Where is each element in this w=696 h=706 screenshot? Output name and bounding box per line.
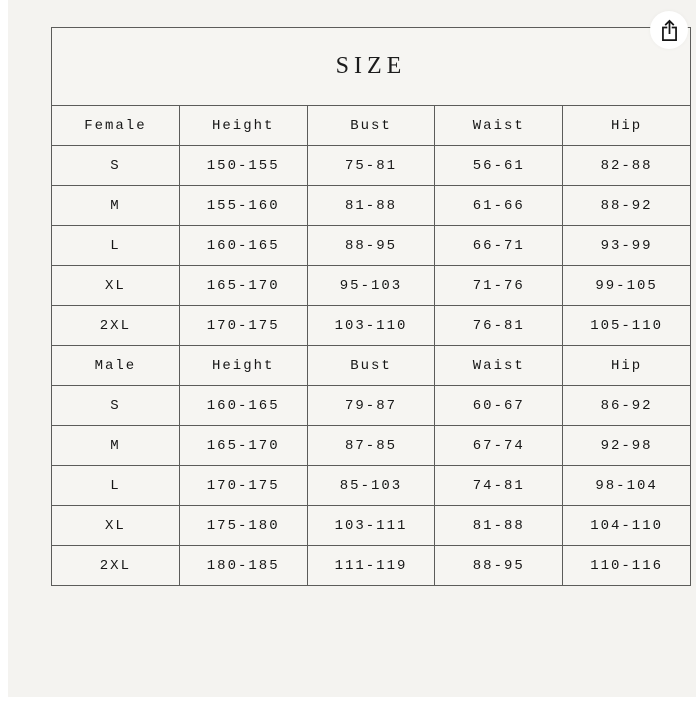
size-chart-table bbox=[51, 27, 691, 586]
size-label: XL bbox=[52, 266, 180, 306]
table-title-row bbox=[52, 28, 691, 106]
size-label: XL bbox=[52, 506, 180, 546]
table-cell: 99-105 bbox=[563, 266, 691, 306]
table-cell: 165-170 bbox=[179, 266, 307, 306]
male-header-row bbox=[52, 346, 691, 386]
table-cell: 85-103 bbox=[307, 466, 435, 506]
size-label: 2XL bbox=[52, 546, 180, 586]
table-cell: 81-88 bbox=[435, 506, 563, 546]
table-row bbox=[52, 306, 691, 346]
column-header-height: Height bbox=[179, 106, 307, 146]
size-label: L bbox=[52, 226, 180, 266]
table-title: SIZE bbox=[52, 28, 691, 106]
size-label: M bbox=[52, 186, 180, 226]
table-cell: 86-92 bbox=[563, 386, 691, 426]
table-cell: 79-87 bbox=[307, 386, 435, 426]
table-row bbox=[52, 266, 691, 306]
table-cell: 170-175 bbox=[179, 466, 307, 506]
table-cell: 74-81 bbox=[435, 466, 563, 506]
table-cell: 88-92 bbox=[563, 186, 691, 226]
table-cell: 110-116 bbox=[563, 546, 691, 586]
table-cell: 103-110 bbox=[307, 306, 435, 346]
table-cell: 95-103 bbox=[307, 266, 435, 306]
table-row bbox=[52, 186, 691, 226]
column-header-male: Male bbox=[52, 346, 180, 386]
table-cell: 88-95 bbox=[435, 546, 563, 586]
table-row bbox=[52, 426, 691, 466]
table-cell: 75-81 bbox=[307, 146, 435, 186]
table-row bbox=[52, 546, 691, 586]
table-cell: 92-98 bbox=[563, 426, 691, 466]
size-chart-image bbox=[8, 0, 696, 697]
table-cell: 104-110 bbox=[563, 506, 691, 546]
table-row bbox=[52, 386, 691, 426]
column-header-waist: Waist bbox=[435, 346, 563, 386]
table-cell: 160-165 bbox=[179, 226, 307, 266]
table-row bbox=[52, 506, 691, 546]
column-header-waist: Waist bbox=[435, 106, 563, 146]
table-cell: 160-165 bbox=[179, 386, 307, 426]
table-row bbox=[52, 146, 691, 186]
column-header-height: Height bbox=[179, 346, 307, 386]
table-cell: 105-110 bbox=[563, 306, 691, 346]
table-cell: 82-88 bbox=[563, 146, 691, 186]
table-cell: 61-66 bbox=[435, 186, 563, 226]
table-cell: 165-170 bbox=[179, 426, 307, 466]
size-label: S bbox=[52, 386, 180, 426]
table-cell: 60-67 bbox=[435, 386, 563, 426]
table-cell: 111-119 bbox=[307, 546, 435, 586]
table-row bbox=[52, 466, 691, 506]
size-label: 2XL bbox=[52, 306, 180, 346]
column-header-female: Female bbox=[52, 106, 180, 146]
size-label: M bbox=[52, 426, 180, 466]
table-cell: 155-160 bbox=[179, 186, 307, 226]
female-header-row bbox=[52, 106, 691, 146]
table-cell: 103-111 bbox=[307, 506, 435, 546]
table-cell: 175-180 bbox=[179, 506, 307, 546]
table-cell: 170-175 bbox=[179, 306, 307, 346]
table-cell: 76-81 bbox=[435, 306, 563, 346]
table-cell: 87-85 bbox=[307, 426, 435, 466]
table-cell: 93-99 bbox=[563, 226, 691, 266]
column-header-hip: Hip bbox=[563, 106, 691, 146]
table-cell: 180-185 bbox=[179, 546, 307, 586]
table-cell: 81-88 bbox=[307, 186, 435, 226]
size-label: S bbox=[52, 146, 180, 186]
share-button[interactable] bbox=[650, 11, 688, 49]
table-cell: 88-95 bbox=[307, 226, 435, 266]
table-cell: 66-71 bbox=[435, 226, 563, 266]
table-row bbox=[52, 226, 691, 266]
column-header-bust: Bust bbox=[307, 346, 435, 386]
column-header-hip: Hip bbox=[563, 346, 691, 386]
table-cell: 56-61 bbox=[435, 146, 563, 186]
column-header-bust: Bust bbox=[307, 106, 435, 146]
table-cell: 98-104 bbox=[563, 466, 691, 506]
table-cell: 71-76 bbox=[435, 266, 563, 306]
share-icon bbox=[659, 19, 680, 42]
table-cell: 150-155 bbox=[179, 146, 307, 186]
size-label: L bbox=[52, 466, 180, 506]
table-cell: 67-74 bbox=[435, 426, 563, 466]
